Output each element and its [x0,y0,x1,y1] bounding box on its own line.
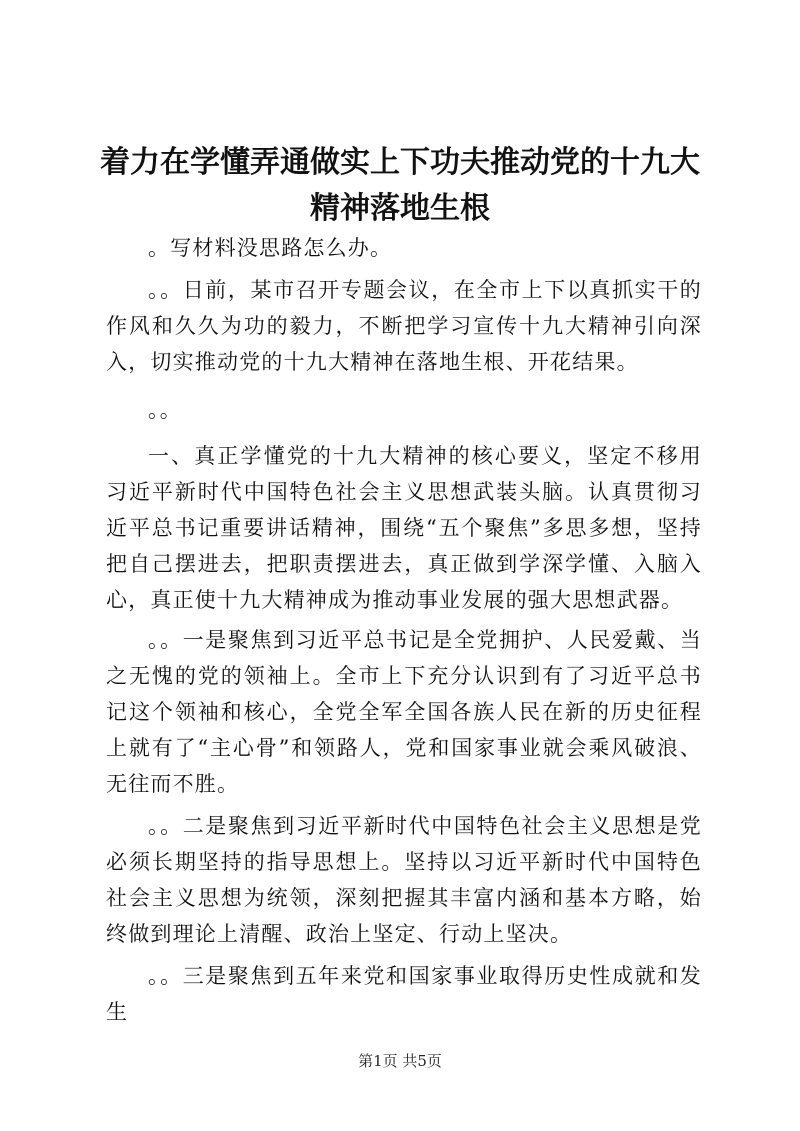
document-body [106,230,702,1030]
paragraph: 。。三是聚焦到五年来党和国家事业取得历史性成就和发生 [106,964,702,1024]
title-line-1: 着力在学懂弄通做实上下功夫推动党的十九大 [100,145,700,180]
paragraph: 。写材料没思路怎么办。 [148,236,393,260]
paragraph: 。。日前，某市召开专题会议，在全市上下以真抓实干的作风和久久为功的毅力，不断把学习宣传十九大精神引向深入，切实推动党的十九大精神在落地生根、开花结果。 [106,278,702,374]
paragraph: 一、真正学懂党的十九大精神的核心要义，坚定不移用习近平新时代中国特色社会主义思想武装头脑。认真贯彻习近平总书记重要讲话精神，围绕“五个聚焦”多思多想，坚持把自己摆进去，把职责摆进去，真正做到学深学懂、入脑入心，真正使十九大精神成为推动事业发展的强大思想武器。 [106,444,702,612]
document-title [80,140,720,232]
title-line-2: 精神落地生根 [310,191,490,226]
paragraph: 。。 [148,398,182,422]
page-number-footer: 第1页 共5页 [358,1052,442,1070]
paragraph: 。。一是聚焦到习近平总书记是全党拥护、人民爱戴、当之无愧的党的领袖上。全市上下充分认识到有了习近平总书记这个领袖和核心，全党全军全国各族人民在新的历史征程上就有了“主心骨”和领路人，党和国家事业就会乘风破浪、无往而不胜。 [106,628,702,796]
paragraph: 。。二是聚焦到习近平新时代中国特色社会主义思想是党必须长期坚持的指导思想上。坚持以习近平新时代中国特色社会主义思想为统领，深刻把握其丰富内涵和基本方略，始终做到理论上清醒、政治上坚定、行动上坚决。 [106,814,702,946]
